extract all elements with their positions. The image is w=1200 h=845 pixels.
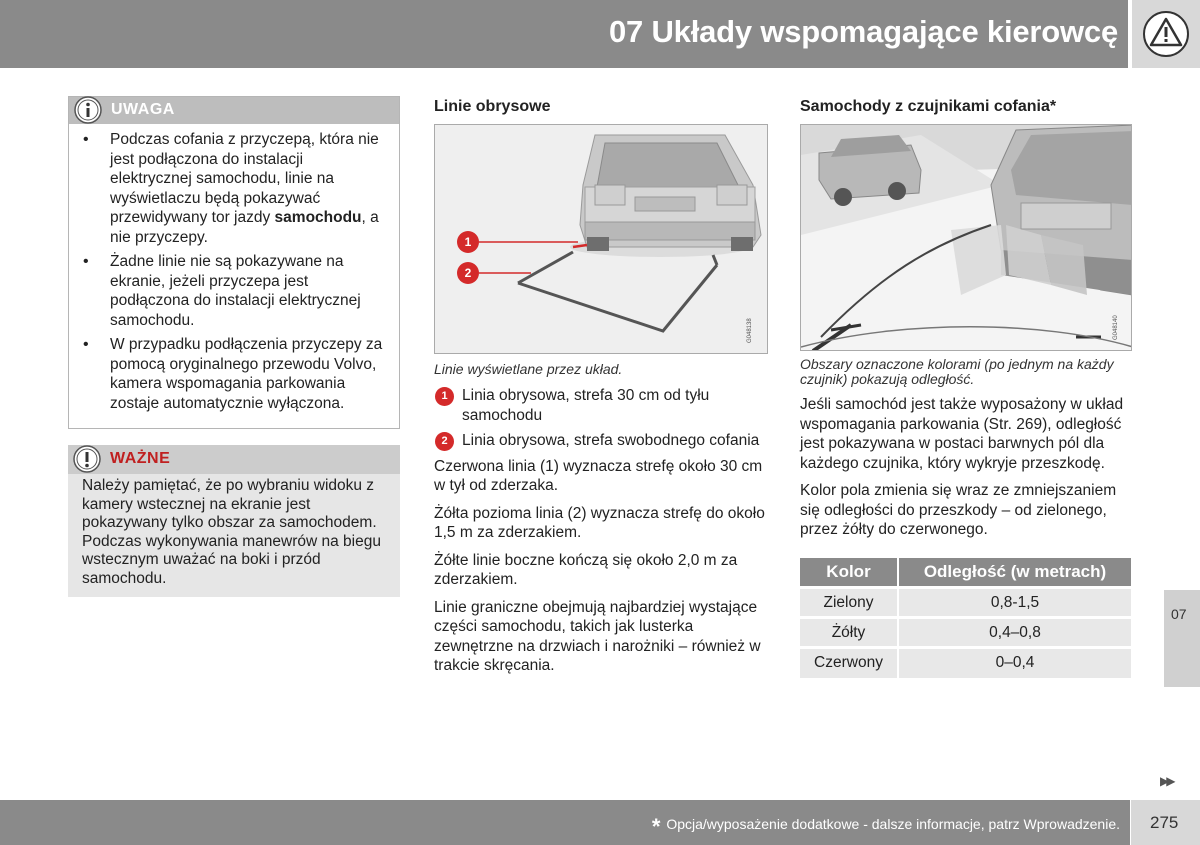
page-number-box [1131, 800, 1200, 845]
uwaga-item: • W przypadku podłączenia przyczepy za pomocą oryginalnego przewodu Volvo, kamera wspomagania parkowania zostaje automatycznie wyłączona. [83, 335, 387, 413]
numbered-item [434, 386, 768, 425]
footer-note [652, 814, 1120, 840]
distance-table [800, 558, 1131, 678]
middle-column [434, 96, 768, 676]
chapter-side-tab[interactable] [1164, 590, 1200, 687]
paragraph: Linie graniczne obejmują najbardziej wystające części samochodu, takich jak lusterka zewnętrzne na drzwiach i narożniki – również w trakcie skręcania. [434, 598, 761, 674]
table-cell: 0,4–0,8 [898, 618, 1131, 648]
figure-caption: Linie wyświetlane przez układ. [434, 361, 623, 377]
numbered-item-text: Linia obrysowa, strefa swobodnego cofania [462, 432, 760, 449]
figure-caption: Obszary oznaczone kolorami (po jednym na każdy czujnik) pokazują odległość. [800, 356, 1114, 387]
uwaga-box [68, 96, 400, 429]
paragraph: Jeśli samochód jest także wyposażony w układ wspomagania parkowania (Str. 269), odległość jest pokazywana w postaci barwnych pól dla każdego czujnika, który wykryje przeszkodę. [800, 396, 1124, 472]
paragraph: Kolor pola zmienia się wraz ze zmniejszaniem się odległości do przeszkody – od zielonego, przez żółty do czerwonego. [800, 482, 1117, 538]
page-footer [0, 800, 1130, 845]
paragraph: Czerwona linia (1) wyznacza strefę około 30 cm w tył od zderzaka. [434, 457, 763, 494]
uwaga-item-text-end: , a nie przyczepy. [110, 209, 379, 246]
wazne-header [68, 445, 400, 474]
right-column [800, 96, 1132, 678]
table-cell: Czerwony [800, 648, 898, 678]
warning-triangle-icon [1141, 9, 1191, 59]
table-cell: Żółty [800, 618, 898, 648]
numbered-list [434, 386, 768, 451]
table-header-row [800, 558, 1131, 588]
column-header: Odległość (w metrach) [898, 558, 1131, 588]
car-rear-camera-illustration [435, 125, 768, 354]
number-badge: 2 [435, 432, 454, 451]
side-tab-label: 07 [1171, 606, 1187, 622]
uwaga-item: • Żadne linie nie są pokazywane na ekranie, jeżeli przyczepa jest podłączona do instalacji elektrycznej samochodu. [83, 252, 387, 330]
callout-2: 2 [464, 266, 472, 280]
page-number: 275 [1150, 813, 1179, 832]
figure-id: G048140 [1113, 315, 1119, 340]
left-column [68, 96, 400, 597]
uwaga-header [69, 97, 399, 124]
wazne-label: WAŻNE [110, 450, 171, 467]
next-page-arrows-icon: ▶▶ [1160, 774, 1173, 788]
number-badge: 1 [435, 387, 454, 406]
callout-1: 1 [464, 235, 472, 249]
numbered-item [434, 431, 768, 451]
header-icon-box [1132, 0, 1200, 68]
figure-id: G048138 [747, 318, 753, 343]
table-cell: 0–0,4 [898, 648, 1131, 678]
info-icon [73, 95, 103, 125]
column-header: Kolor [800, 558, 898, 588]
uwaga-item-text: Podczas cofania z przyczepą, która nie jest podłączona do instalacji elektrycznej samochodu, linie na wyświetlaczu będą pokazywać przewidywany tor jazdy [110, 131, 379, 226]
uwaga-body [69, 124, 399, 428]
wazne-box [68, 445, 400, 597]
table-cell: 0,8-1,5 [898, 588, 1131, 618]
section-heading-outline-lines: Linie obrysowe [434, 98, 551, 115]
uwaga-list [83, 130, 387, 413]
table-row [800, 588, 1131, 618]
paragraph: Żółta pozioma linia (2) wyznacza strefę do około 1,5 m za zderzakiem. [434, 504, 765, 541]
table-cell: Zielony [800, 588, 898, 618]
table-row [800, 648, 1131, 678]
chapter-title: 07 Układy wspomagające kierowcę [608, 14, 1118, 49]
footnote-star: * [651, 814, 661, 839]
footer-note-text: Opcja/wyposażenie dodatkowe - dalsze informacje, patrz Wprowadzenie. [666, 816, 1120, 832]
section-heading-park-sensors: Samochody z czujnikami cofania* [800, 98, 1057, 115]
uwaga-item [83, 130, 387, 247]
outline-lines-figure [434, 124, 768, 354]
parking-camera-illustration [801, 125, 1132, 351]
uwaga-label: UWAGA [111, 101, 175, 118]
chapter-header [0, 0, 1128, 68]
wazne-text: Należy pamiętać, że po wybraniu widoku z kamery wstecznej na ekranie jest pokazywany tylko obszar za samochodem. Podczas wykonywania manewrów na biegu wstecznym uważać na boki i przód samochodu. [82, 477, 381, 587]
table-row [800, 618, 1131, 648]
exclamation-icon [72, 444, 102, 474]
paragraph: Żółte linie boczne kończą się około 2,0 m za zderzakiem. [434, 551, 738, 588]
park-sensors-figure [800, 124, 1132, 351]
numbered-item-text: Linia obrysowa, strefa 30 cm od tyłu samochodu [462, 387, 710, 424]
uwaga-item-bold: samochodu [274, 209, 362, 226]
